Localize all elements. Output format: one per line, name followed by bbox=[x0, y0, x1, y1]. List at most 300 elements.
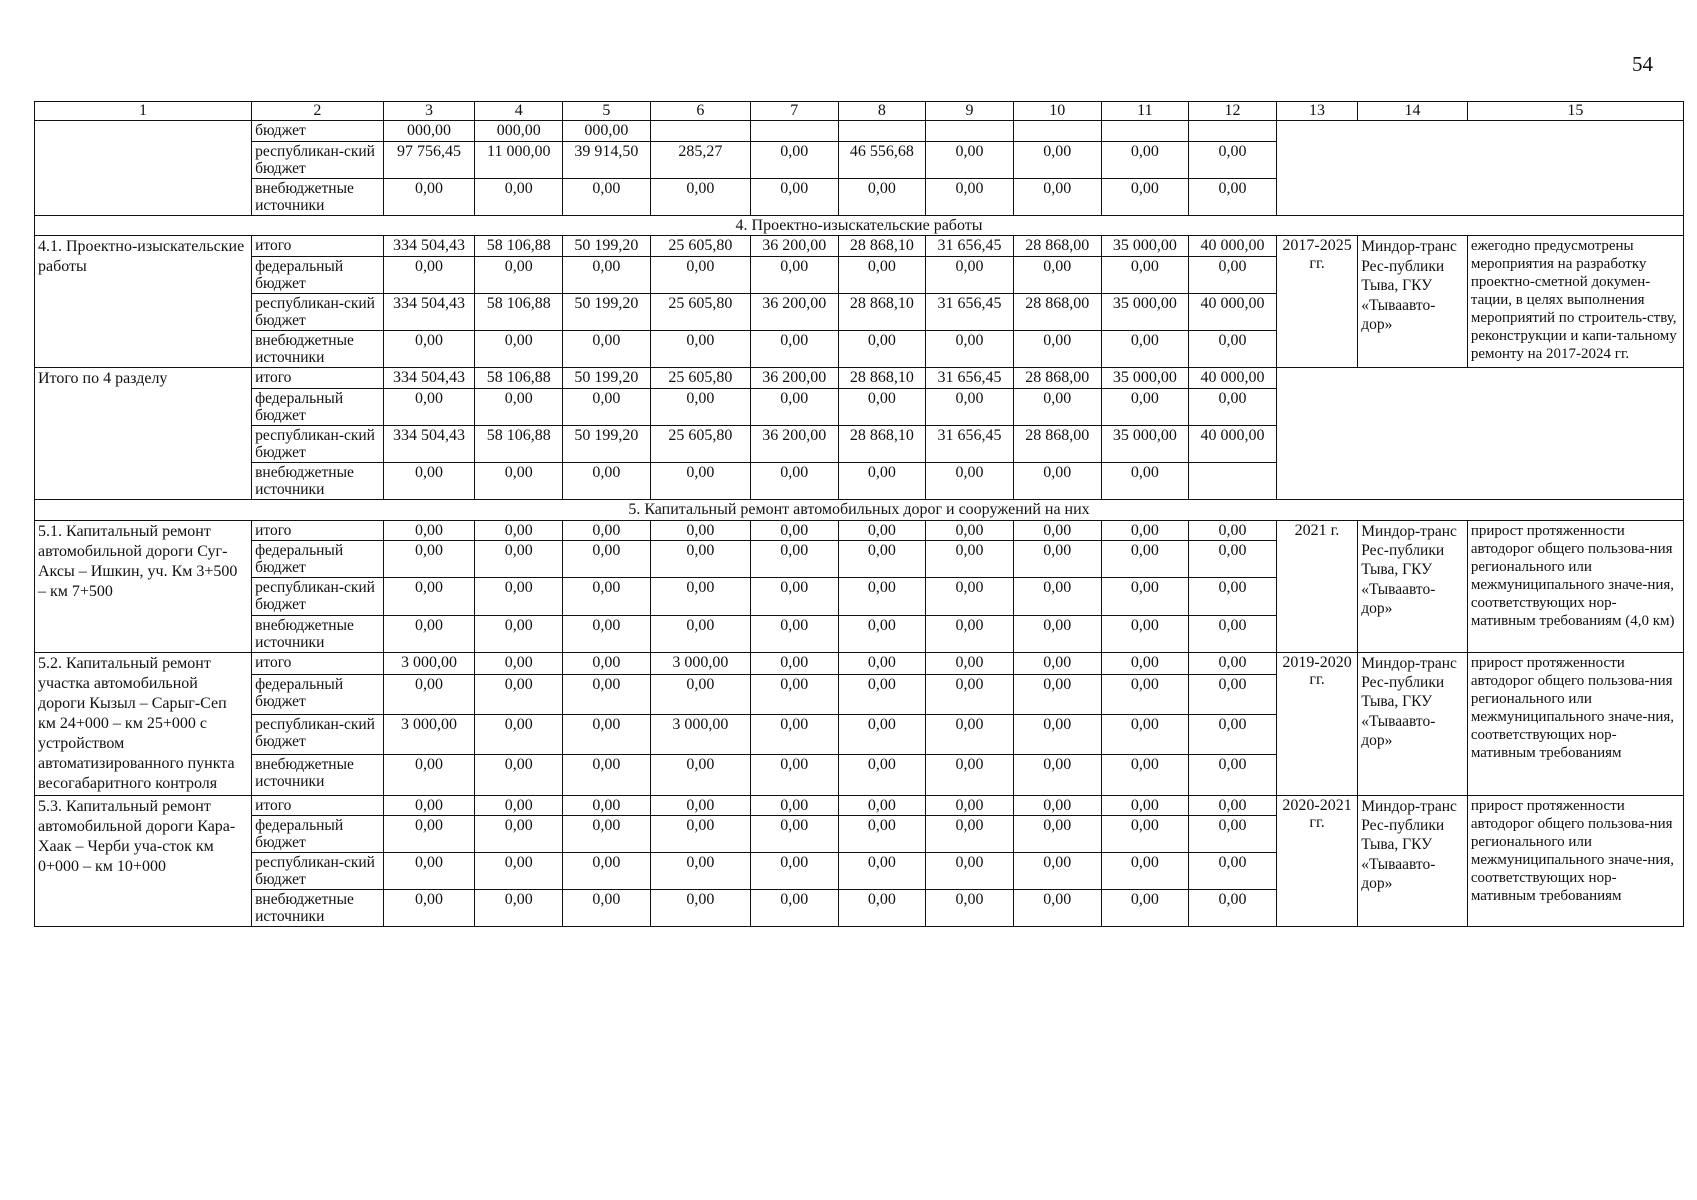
result-cell: ежегодно предусмотрены мероприятия на разработку проектно-сметной докумен-тации, в целях выполнения мероприятий по строитель-ству, реконструкции и капи-тальному ремонту на 2017-2024 гг. bbox=[1467, 236, 1683, 368]
amount-cell: 0,00 bbox=[383, 256, 475, 293]
amount-cell bbox=[1189, 463, 1277, 500]
amount-cell: 0,00 bbox=[1013, 520, 1101, 541]
amount-cell: 0,00 bbox=[750, 615, 838, 652]
funding-source: бюджет bbox=[252, 121, 384, 142]
amount-cell: 0,00 bbox=[750, 331, 838, 368]
amount-cell: 0,00 bbox=[563, 520, 651, 541]
amount-cell: 25 605,80 bbox=[650, 236, 750, 257]
amount-cell: 0,00 bbox=[475, 178, 563, 215]
funding-source: республикан-ский бюджет bbox=[252, 715, 384, 755]
amount-cell: 0,00 bbox=[563, 795, 651, 816]
amount-cell: 0,00 bbox=[1189, 795, 1277, 816]
amount-cell: 0,00 bbox=[475, 674, 563, 714]
amount-cell: 58 106,88 bbox=[475, 236, 563, 257]
item-name: 5.2. Капитальный ремонт участка автомобильной дороги Кызыл – Сарыг-Сеп км 24+000 – км 25+000 с устройством автоматизированного пункта весогабаритного контроля bbox=[35, 652, 252, 795]
amount-cell: 46 556,68 bbox=[838, 141, 926, 178]
amount-cell: 3 000,00 bbox=[383, 652, 475, 674]
amount-cell: 0,00 bbox=[750, 652, 838, 674]
amount-cell: 0,00 bbox=[1189, 853, 1277, 890]
amount-cell bbox=[650, 121, 750, 142]
amount-cell: 25 605,80 bbox=[650, 425, 750, 462]
result-cell: прирост протяженности автодорог общего пользова-ния регионального или межмуниципального значе-ния, соответствующих нор-мативным требованиям (4,0 км) bbox=[1467, 520, 1683, 652]
amount-cell: 0,00 bbox=[563, 890, 651, 927]
amount-cell: 0,00 bbox=[1189, 256, 1277, 293]
amount-cell: 000,00 bbox=[383, 121, 475, 142]
amount-cell: 0,00 bbox=[750, 178, 838, 215]
amount-cell: 0,00 bbox=[475, 388, 563, 425]
amount-cell: 0,00 bbox=[1013, 755, 1101, 795]
amount-cell: 0,00 bbox=[1189, 178, 1277, 215]
funding-source: внебюджетные источники bbox=[252, 463, 384, 500]
amount-cell: 0,00 bbox=[926, 816, 1014, 853]
amount-cell: 0,00 bbox=[383, 541, 475, 578]
amount-cell: 28 868,10 bbox=[838, 236, 926, 257]
amount-cell: 0,00 bbox=[650, 755, 750, 795]
amount-cell: 0,00 bbox=[1189, 520, 1277, 541]
funding-source: республикан-ский бюджет bbox=[252, 578, 384, 615]
executor-cell: Миндор-транс Рес-публики Тыва, ГКУ «Тываавто-дор» bbox=[1358, 520, 1468, 652]
amount-cell: 0,00 bbox=[838, 715, 926, 755]
amount-cell: 0,00 bbox=[650, 890, 750, 927]
amount-cell: 0,00 bbox=[926, 141, 1014, 178]
amount-cell: 0,00 bbox=[650, 853, 750, 890]
amount-cell: 334 504,43 bbox=[383, 368, 475, 389]
amount-cell: 0,00 bbox=[1013, 463, 1101, 500]
amount-cell: 0,00 bbox=[1013, 178, 1101, 215]
amount-cell: 0,00 bbox=[1101, 890, 1189, 927]
amount-cell bbox=[926, 121, 1014, 142]
amount-cell: 0,00 bbox=[838, 178, 926, 215]
amount-cell bbox=[1189, 121, 1277, 142]
amount-cell: 0,00 bbox=[1013, 853, 1101, 890]
amount-cell: 0,00 bbox=[650, 674, 750, 714]
amount-cell: 0,00 bbox=[926, 388, 1014, 425]
amount-cell: 3 000,00 bbox=[650, 715, 750, 755]
funding-source: итого bbox=[252, 236, 384, 257]
amount-cell: 0,00 bbox=[838, 890, 926, 927]
amount-cell: 0,00 bbox=[1013, 795, 1101, 816]
amount-cell: 0,00 bbox=[926, 463, 1014, 500]
amount-cell: 35 000,00 bbox=[1101, 236, 1189, 257]
funding-source: федеральный бюджет bbox=[252, 541, 384, 578]
amount-cell: 0,00 bbox=[838, 674, 926, 714]
amount-cell: 0,00 bbox=[1013, 541, 1101, 578]
amount-cell: 0,00 bbox=[1189, 388, 1277, 425]
funding-source: итого bbox=[252, 652, 384, 674]
amount-cell: 0,00 bbox=[383, 178, 475, 215]
amount-cell: 0,00 bbox=[926, 541, 1014, 578]
amount-cell: 0,00 bbox=[926, 853, 1014, 890]
amount-cell: 31 656,45 bbox=[926, 368, 1014, 389]
amount-cell: 0,00 bbox=[1101, 463, 1189, 500]
amount-cell: 0,00 bbox=[1189, 615, 1277, 652]
amount-cell: 36 200,00 bbox=[750, 368, 838, 389]
amount-cell: 0,00 bbox=[926, 178, 1014, 215]
section-title: 5. Капитальный ремонт автомобильных дорог и сооружений на них bbox=[35, 500, 1684, 521]
amount-cell: 0,00 bbox=[750, 853, 838, 890]
amount-cell: 28 868,00 bbox=[1013, 425, 1101, 462]
amount-cell: 0,00 bbox=[1101, 755, 1189, 795]
amount-cell: 28 868,10 bbox=[838, 294, 926, 331]
amount-cell: 0,00 bbox=[1013, 715, 1101, 755]
column-number: 15 bbox=[1467, 102, 1683, 121]
amount-cell: 0,00 bbox=[475, 256, 563, 293]
item-name: 5.3. Капитальный ремонт автомобильной дороги Кара-Хаак – Черби уча-сток км 0+000 – км 10+000 bbox=[35, 795, 252, 927]
funding-source: итого bbox=[252, 368, 384, 389]
amount-cell: 0,00 bbox=[650, 178, 750, 215]
funding-source: республикан-ский бюджет bbox=[252, 141, 384, 178]
amount-cell: 0,00 bbox=[838, 615, 926, 652]
amount-cell: 0,00 bbox=[650, 463, 750, 500]
amount-cell: 0,00 bbox=[926, 715, 1014, 755]
amount-cell: 0,00 bbox=[1101, 652, 1189, 674]
amount-cell: 50 199,20 bbox=[563, 368, 651, 389]
amount-cell: 0,00 bbox=[1101, 256, 1189, 293]
amount-cell: 0,00 bbox=[926, 520, 1014, 541]
amount-cell: 0,00 bbox=[1013, 141, 1101, 178]
funding-source: внебюджетные источники bbox=[252, 755, 384, 795]
amount-cell: 0,00 bbox=[1189, 331, 1277, 368]
amount-cell: 0,00 bbox=[383, 890, 475, 927]
amount-cell: 0,00 bbox=[1101, 674, 1189, 714]
amount-cell: 35 000,00 bbox=[1101, 368, 1189, 389]
amount-cell: 0,00 bbox=[475, 715, 563, 755]
amount-cell: 0,00 bbox=[926, 795, 1014, 816]
amount-cell: 0,00 bbox=[650, 541, 750, 578]
amount-cell: 0,00 bbox=[563, 853, 651, 890]
column-number: 14 bbox=[1358, 102, 1468, 121]
empty-merged-cell bbox=[1276, 368, 1683, 500]
funding-source: внебюджетные источники bbox=[252, 615, 384, 652]
amount-cell: 0,00 bbox=[926, 890, 1014, 927]
executor-cell: Миндор-транс Рес-публики Тыва, ГКУ «Тываавто-дор» bbox=[1358, 795, 1468, 927]
section-title: 4. Проектно-изыскательские работы bbox=[35, 215, 1684, 236]
table-row bbox=[35, 795, 1684, 816]
funding-source: федеральный бюджет bbox=[252, 256, 384, 293]
amount-cell: 0,00 bbox=[1013, 388, 1101, 425]
item-name: 5.1. Капитальный ремонт автомобильной дороги Суг-Аксы – Ишкин, уч. Км 3+500 – км 7+500 bbox=[35, 520, 252, 652]
amount-cell: 0,00 bbox=[475, 853, 563, 890]
amount-cell: 0,00 bbox=[1101, 615, 1189, 652]
amount-cell: 0,00 bbox=[563, 331, 651, 368]
item-name: Итого по 4 разделу bbox=[35, 368, 252, 500]
amount-cell: 0,00 bbox=[1101, 331, 1189, 368]
amount-cell: 0,00 bbox=[1101, 388, 1189, 425]
column-number: 1 bbox=[35, 102, 252, 121]
table-row bbox=[35, 368, 1684, 389]
amount-cell: 0,00 bbox=[475, 652, 563, 674]
amount-cell: 0,00 bbox=[1189, 674, 1277, 714]
amount-cell: 0,00 bbox=[750, 674, 838, 714]
column-number: 4 bbox=[475, 102, 563, 121]
section-row bbox=[35, 500, 1684, 521]
amount-cell: 58 106,88 bbox=[475, 425, 563, 462]
amount-cell: 0,00 bbox=[1101, 178, 1189, 215]
amount-cell: 0,00 bbox=[838, 388, 926, 425]
funding-source: внебюджетные источники bbox=[252, 331, 384, 368]
amount-cell: 36 200,00 bbox=[750, 236, 838, 257]
funding-source: федеральный бюджет bbox=[252, 674, 384, 714]
amount-cell: 0,00 bbox=[750, 715, 838, 755]
section-row bbox=[35, 215, 1684, 236]
amount-cell: 0,00 bbox=[1189, 890, 1277, 927]
amount-cell: 0,00 bbox=[838, 463, 926, 500]
amount-cell: 0,00 bbox=[563, 256, 651, 293]
item-name bbox=[35, 121, 252, 216]
amount-cell: 0,00 bbox=[475, 541, 563, 578]
amount-cell: 50 199,20 bbox=[563, 425, 651, 462]
amount-cell: 28 868,00 bbox=[1013, 236, 1101, 257]
funding-source: внебюджетные источники bbox=[252, 890, 384, 927]
funding-source: федеральный бюджет bbox=[252, 388, 384, 425]
amount-cell: 0,00 bbox=[838, 520, 926, 541]
amount-cell: 35 000,00 bbox=[1101, 425, 1189, 462]
amount-cell: 0,00 bbox=[1101, 795, 1189, 816]
amount-cell: 0,00 bbox=[750, 388, 838, 425]
amount-cell: 58 106,88 bbox=[475, 368, 563, 389]
amount-cell: 0,00 bbox=[563, 178, 651, 215]
amount-cell: 0,00 bbox=[750, 541, 838, 578]
result-cell: прирост протяженности автодорог общего пользова-ния регионального или межмуниципального значе-ния, соответствующих нор-мативным требованиям bbox=[1467, 652, 1683, 795]
amount-cell: 0,00 bbox=[475, 331, 563, 368]
amount-cell bbox=[838, 121, 926, 142]
amount-cell: 0,00 bbox=[1013, 816, 1101, 853]
table-row bbox=[35, 520, 1684, 541]
amount-cell: 0,00 bbox=[383, 578, 475, 615]
amount-cell: 40 000,00 bbox=[1189, 294, 1277, 331]
funding-source: республикан-ский бюджет bbox=[252, 853, 384, 890]
budget-table bbox=[34, 101, 1684, 927]
amount-cell: 0,00 bbox=[926, 256, 1014, 293]
amount-cell: 0,00 bbox=[563, 652, 651, 674]
amount-cell: 0,00 bbox=[383, 331, 475, 368]
funding-source: внебюджетные источники bbox=[252, 178, 384, 215]
amount-cell: 28 868,10 bbox=[838, 368, 926, 389]
table-header bbox=[35, 102, 1684, 121]
amount-cell: 334 504,43 bbox=[383, 236, 475, 257]
amount-cell: 0,00 bbox=[838, 256, 926, 293]
amount-cell: 0,00 bbox=[475, 795, 563, 816]
column-number: 9 bbox=[926, 102, 1014, 121]
amount-cell: 0,00 bbox=[1101, 520, 1189, 541]
term-cell: 2020-2021 гг. bbox=[1276, 795, 1357, 927]
amount-cell bbox=[1013, 121, 1101, 142]
executor-cell: Миндор-транс Рес-публики Тыва, ГКУ «Тываавто-дор» bbox=[1358, 236, 1468, 368]
amount-cell: 0,00 bbox=[1013, 674, 1101, 714]
amount-cell: 0,00 bbox=[750, 795, 838, 816]
amount-cell: 0,00 bbox=[750, 816, 838, 853]
amount-cell: 28 868,00 bbox=[1013, 294, 1101, 331]
amount-cell: 31 656,45 bbox=[926, 236, 1014, 257]
table-body bbox=[35, 121, 1684, 927]
amount-cell: 0,00 bbox=[563, 463, 651, 500]
amount-cell: 0,00 bbox=[1189, 715, 1277, 755]
column-number: 8 bbox=[838, 102, 926, 121]
amount-cell: 0,00 bbox=[563, 578, 651, 615]
column-number: 13 bbox=[1276, 102, 1357, 121]
column-number: 3 bbox=[383, 102, 475, 121]
amount-cell: 31 656,45 bbox=[926, 294, 1014, 331]
amount-cell: 0,00 bbox=[926, 331, 1014, 368]
amount-cell: 28 868,00 bbox=[1013, 368, 1101, 389]
amount-cell: 0,00 bbox=[1189, 755, 1277, 795]
amount-cell: 0,00 bbox=[383, 674, 475, 714]
amount-cell: 40 000,00 bbox=[1189, 425, 1277, 462]
page-number: 54 bbox=[1632, 52, 1653, 76]
amount-cell: 0,00 bbox=[1101, 853, 1189, 890]
amount-cell: 0,00 bbox=[563, 755, 651, 795]
funding-source: республикан-ский бюджет bbox=[252, 425, 384, 462]
amount-cell: 0,00 bbox=[563, 674, 651, 714]
amount-cell: 0,00 bbox=[838, 816, 926, 853]
amount-cell: 39 914,50 bbox=[563, 141, 651, 178]
amount-cell: 0,00 bbox=[926, 652, 1014, 674]
amount-cell: 25 605,80 bbox=[650, 294, 750, 331]
amount-cell: 0,00 bbox=[650, 520, 750, 541]
term-cell: 2019-2020 гг. bbox=[1276, 652, 1357, 795]
amount-cell: 0,00 bbox=[1189, 652, 1277, 674]
term-cell: 2017-2025 гг. bbox=[1276, 236, 1357, 368]
amount-cell: 3 000,00 bbox=[383, 715, 475, 755]
amount-cell: 50 199,20 bbox=[563, 294, 651, 331]
header-row bbox=[35, 102, 1684, 121]
amount-cell: 36 200,00 bbox=[750, 294, 838, 331]
amount-cell: 40 000,00 bbox=[1189, 236, 1277, 257]
amount-cell: 0,00 bbox=[563, 388, 651, 425]
amount-cell: 0,00 bbox=[563, 541, 651, 578]
amount-cell: 0,00 bbox=[1189, 816, 1277, 853]
amount-cell: 0,00 bbox=[1013, 256, 1101, 293]
amount-cell: 0,00 bbox=[1013, 652, 1101, 674]
amount-cell: 0,00 bbox=[650, 795, 750, 816]
amount-cell: 0,00 bbox=[475, 890, 563, 927]
empty-merged-cell bbox=[1276, 121, 1683, 216]
amount-cell: 0,00 bbox=[926, 615, 1014, 652]
amount-cell: 50 199,20 bbox=[563, 236, 651, 257]
column-number: 2 bbox=[252, 102, 384, 121]
amount-cell: 0,00 bbox=[650, 578, 750, 615]
amount-cell: 0,00 bbox=[650, 816, 750, 853]
amount-cell: 334 504,43 bbox=[383, 294, 475, 331]
amount-cell: 40 000,00 bbox=[1189, 368, 1277, 389]
amount-cell: 0,00 bbox=[838, 795, 926, 816]
amount-cell bbox=[1101, 121, 1189, 142]
amount-cell bbox=[750, 121, 838, 142]
amount-cell: 0,00 bbox=[383, 388, 475, 425]
result-cell: прирост протяженности автодорог общего пользова-ния регионального или межмуниципального значе-ния, соответствующих нор-мативным требованиям bbox=[1467, 795, 1683, 927]
amount-cell: 0,00 bbox=[750, 890, 838, 927]
amount-cell: 0,00 bbox=[383, 755, 475, 795]
column-number: 12 bbox=[1189, 102, 1277, 121]
amount-cell: 0,00 bbox=[1101, 141, 1189, 178]
amount-cell: 0,00 bbox=[383, 615, 475, 652]
amount-cell: 0,00 bbox=[383, 853, 475, 890]
amount-cell: 0,00 bbox=[1101, 715, 1189, 755]
amount-cell: 000,00 bbox=[563, 121, 651, 142]
term-cell: 2021 г. bbox=[1276, 520, 1357, 652]
table-row bbox=[35, 652, 1684, 674]
amount-cell: 0,00 bbox=[475, 755, 563, 795]
amount-cell: 58 106,88 bbox=[475, 294, 563, 331]
amount-cell: 334 504,43 bbox=[383, 425, 475, 462]
amount-cell: 0,00 bbox=[1101, 578, 1189, 615]
amount-cell: 0,00 bbox=[475, 578, 563, 615]
column-number: 7 bbox=[750, 102, 838, 121]
column-number: 11 bbox=[1101, 102, 1189, 121]
amount-cell: 31 656,45 bbox=[926, 425, 1014, 462]
amount-cell: 11 000,00 bbox=[475, 141, 563, 178]
funding-source: республикан-ский бюджет bbox=[252, 294, 384, 331]
amount-cell: 0,00 bbox=[563, 715, 651, 755]
amount-cell: 0,00 bbox=[383, 795, 475, 816]
amount-cell: 0,00 bbox=[750, 578, 838, 615]
executor-cell: Миндор-транс Рес-публики Тыва, ГКУ «Тываавто-дор» bbox=[1358, 652, 1468, 795]
amount-cell: 0,00 bbox=[750, 256, 838, 293]
amount-cell: 0,00 bbox=[475, 463, 563, 500]
amount-cell: 25 605,80 bbox=[650, 368, 750, 389]
amount-cell: 0,00 bbox=[650, 256, 750, 293]
amount-cell: 0,00 bbox=[383, 463, 475, 500]
amount-cell: 0,00 bbox=[475, 520, 563, 541]
amount-cell: 3 000,00 bbox=[650, 652, 750, 674]
amount-cell: 35 000,00 bbox=[1101, 294, 1189, 331]
amount-cell: 0,00 bbox=[1189, 541, 1277, 578]
amount-cell: 0,00 bbox=[926, 578, 1014, 615]
amount-cell: 0,00 bbox=[650, 388, 750, 425]
amount-cell: 0,00 bbox=[1189, 141, 1277, 178]
amount-cell: 0,00 bbox=[1013, 615, 1101, 652]
amount-cell: 0,00 bbox=[1101, 816, 1189, 853]
amount-cell: 0,00 bbox=[563, 816, 651, 853]
amount-cell: 0,00 bbox=[1189, 578, 1277, 615]
amount-cell: 36 200,00 bbox=[750, 425, 838, 462]
amount-cell: 0,00 bbox=[838, 541, 926, 578]
amount-cell: 0,00 bbox=[926, 674, 1014, 714]
column-number: 6 bbox=[650, 102, 750, 121]
funding-source: итого bbox=[252, 520, 384, 541]
amount-cell: 0,00 bbox=[838, 578, 926, 615]
amount-cell: 0,00 bbox=[838, 755, 926, 795]
table-row bbox=[35, 121, 1684, 142]
amount-cell: 0,00 bbox=[838, 331, 926, 368]
amount-cell: 0,00 bbox=[750, 755, 838, 795]
amount-cell: 28 868,10 bbox=[838, 425, 926, 462]
amount-cell: 0,00 bbox=[750, 463, 838, 500]
amount-cell: 0,00 bbox=[750, 520, 838, 541]
amount-cell: 0,00 bbox=[650, 331, 750, 368]
amount-cell: 0,00 bbox=[838, 652, 926, 674]
amount-cell: 0,00 bbox=[475, 816, 563, 853]
item-name: 4.1. Проектно-изыскательские работы bbox=[35, 236, 252, 368]
amount-cell: 0,00 bbox=[926, 755, 1014, 795]
table-row bbox=[35, 236, 1684, 257]
amount-cell: 0,00 bbox=[383, 816, 475, 853]
funding-source: итого bbox=[252, 795, 384, 816]
amount-cell: 0,00 bbox=[1013, 890, 1101, 927]
amount-cell: 0,00 bbox=[1013, 578, 1101, 615]
amount-cell: 0,00 bbox=[1013, 331, 1101, 368]
amount-cell: 0,00 bbox=[750, 141, 838, 178]
funding-source: федеральный бюджет bbox=[252, 816, 384, 853]
amount-cell: 0,00 bbox=[475, 615, 563, 652]
amount-cell: 0,00 bbox=[838, 853, 926, 890]
amount-cell: 0,00 bbox=[1101, 541, 1189, 578]
amount-cell: 97 756,45 bbox=[383, 141, 475, 178]
amount-cell: 0,00 bbox=[563, 615, 651, 652]
column-number: 10 bbox=[1013, 102, 1101, 121]
amount-cell: 285,27 bbox=[650, 141, 750, 178]
column-number: 5 bbox=[563, 102, 651, 121]
